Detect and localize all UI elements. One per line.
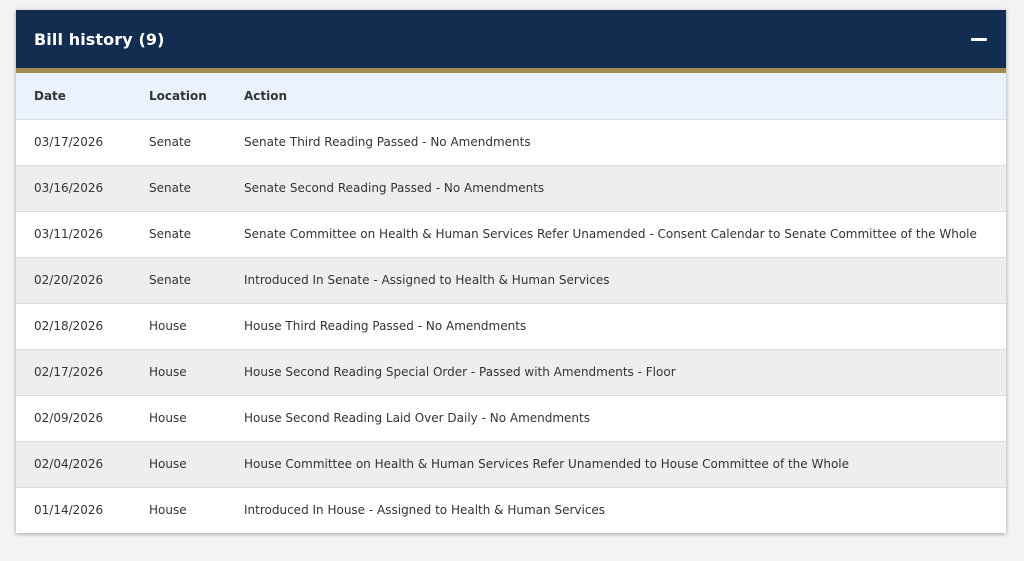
cell-date: 03/11/2026 [16,211,149,257]
minus-icon [971,38,987,41]
cell-action: Senate Third Reading Passed - No Amendments [244,119,1006,165]
cell-location: House [149,303,244,349]
table-row [16,441,1006,487]
column-header-location: Location [149,73,244,119]
cell-action: Introduced In House - Assigned to Health & Human Services [244,503,606,518]
table-row [16,349,1006,395]
cell-action: House Second Reading Special Order - Passed with Amendments - Floor [244,349,1006,395]
cell-action: Senate Second Reading Passed - No Amendments [244,165,1006,211]
cell-action: Introduced In Senate - Assigned to Health & Human Services [244,257,1006,303]
cell-location: House [149,503,187,518]
table-header-row [16,73,1006,119]
table-row [16,211,1006,257]
cell-action: House Committee on Health & Human Services Refer Unamended to House Committee of the Whole [244,441,1006,487]
panel-header[interactable] [16,10,1006,68]
panel-title: Bill history (9) [34,29,165,49]
cell-location: House [149,441,244,487]
cell-date: 02/17/2026 [16,349,149,395]
column-header-action: Action [244,73,1006,119]
table-row [16,119,1006,165]
cell-date: 02/18/2026 [16,303,149,349]
bill-history-table [16,73,1006,533]
table-row [16,395,1006,441]
cell-location: Senate [149,119,244,165]
cell-action: Senate Committee on Health & Human Services Refer Unamended - Consent Calendar to Senate Committee of the Whole [244,211,1006,257]
cell-location: House [149,349,244,395]
table-row [16,257,1006,303]
collapse-button[interactable] [970,30,988,48]
cell-location: Senate [149,165,244,211]
cell-date: 02/20/2026 [16,257,149,303]
table-row [16,303,1006,349]
cell-date: 03/16/2026 [16,165,149,211]
cell-location: Senate [149,257,244,303]
cell-action: House Second Reading Laid Over Daily - No Amendments [244,395,1006,441]
cell-location: House [149,395,244,441]
cell-action: House Third Reading Passed - No Amendments [244,303,1006,349]
cell-date: 03/17/2026 [16,119,149,165]
cell-location: Senate [149,211,244,257]
cell-date: 02/04/2026 [16,441,149,487]
table-row [16,487,1006,533]
cell-date: 01/14/2026 [34,503,104,518]
column-header-date: Date [16,73,149,119]
bill-history-panel [16,10,1006,533]
cell-date: 02/09/2026 [16,395,149,441]
table-row [16,165,1006,211]
